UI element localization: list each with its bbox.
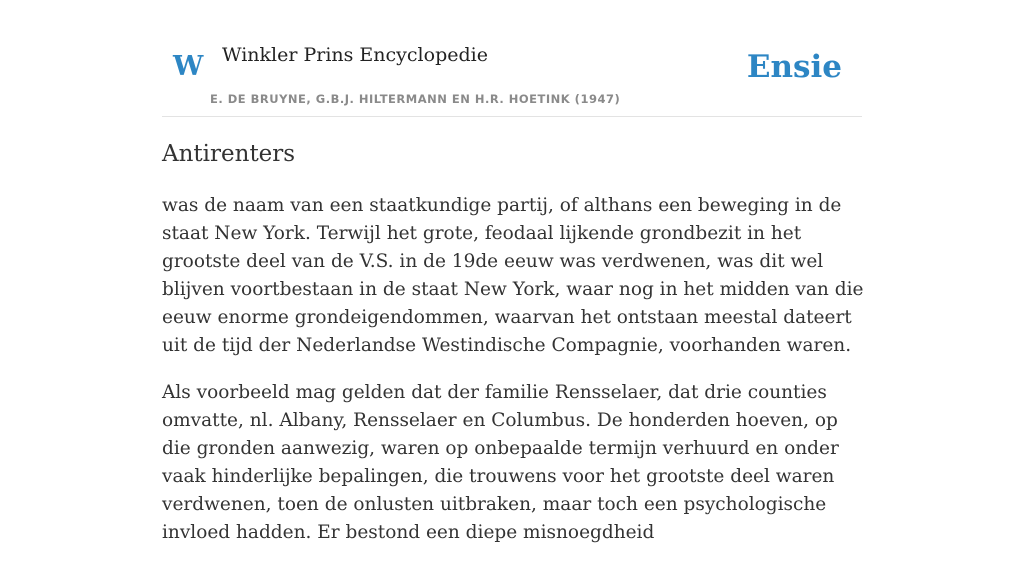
article-paragraph: was de naam van een staatkundige partij, of althans een beweging in de staat New York. Terwijl het grote, feodaal lijkende grondbezit in het grootste deel van de V.S. in de 19de eeuw was verdwenen, was dit wel blijven voortbestaan in de staat New York, waar nog in het midden van die eeuw enorme grondeigendommen, waarvan het ontstaan meestal dateert uit de tijd der Nederlandse Westindische Compagnie, voorhanden waren.: [162, 195, 864, 356]
header: [162, 0, 862, 117]
brand-logo[interactable]: Ensie: [746, 49, 842, 85]
logo-w-icon[interactable]: W: [173, 51, 204, 82]
article-paragraph: Als voorbeeld mag gelden dat der familie Rensselaer, dat drie counties omvatte, nl. Albany, Rensselaer en Columbus. De honderden hoeven, op die gronden aanwezig, waren op onbepaalde termijn verhuurd en onder vaak hinderlijke bepalingen, die trouwens voor het grootste deel waren verdwenen, toen de onlusten uitbraken, maar toch een psychologische invloed hadden. Er bestond een diepe misnoegdheid: [162, 382, 839, 543]
article-title: Antirenters: [162, 141, 296, 167]
authors-line: E. DE BRUYNE, G.B.J. HILTERMANN EN H.R. HOETINK (1947): [210, 92, 621, 106]
article-body: [162, 192, 864, 566]
book-title[interactable]: Winkler Prins Encyclopedie: [222, 44, 488, 66]
